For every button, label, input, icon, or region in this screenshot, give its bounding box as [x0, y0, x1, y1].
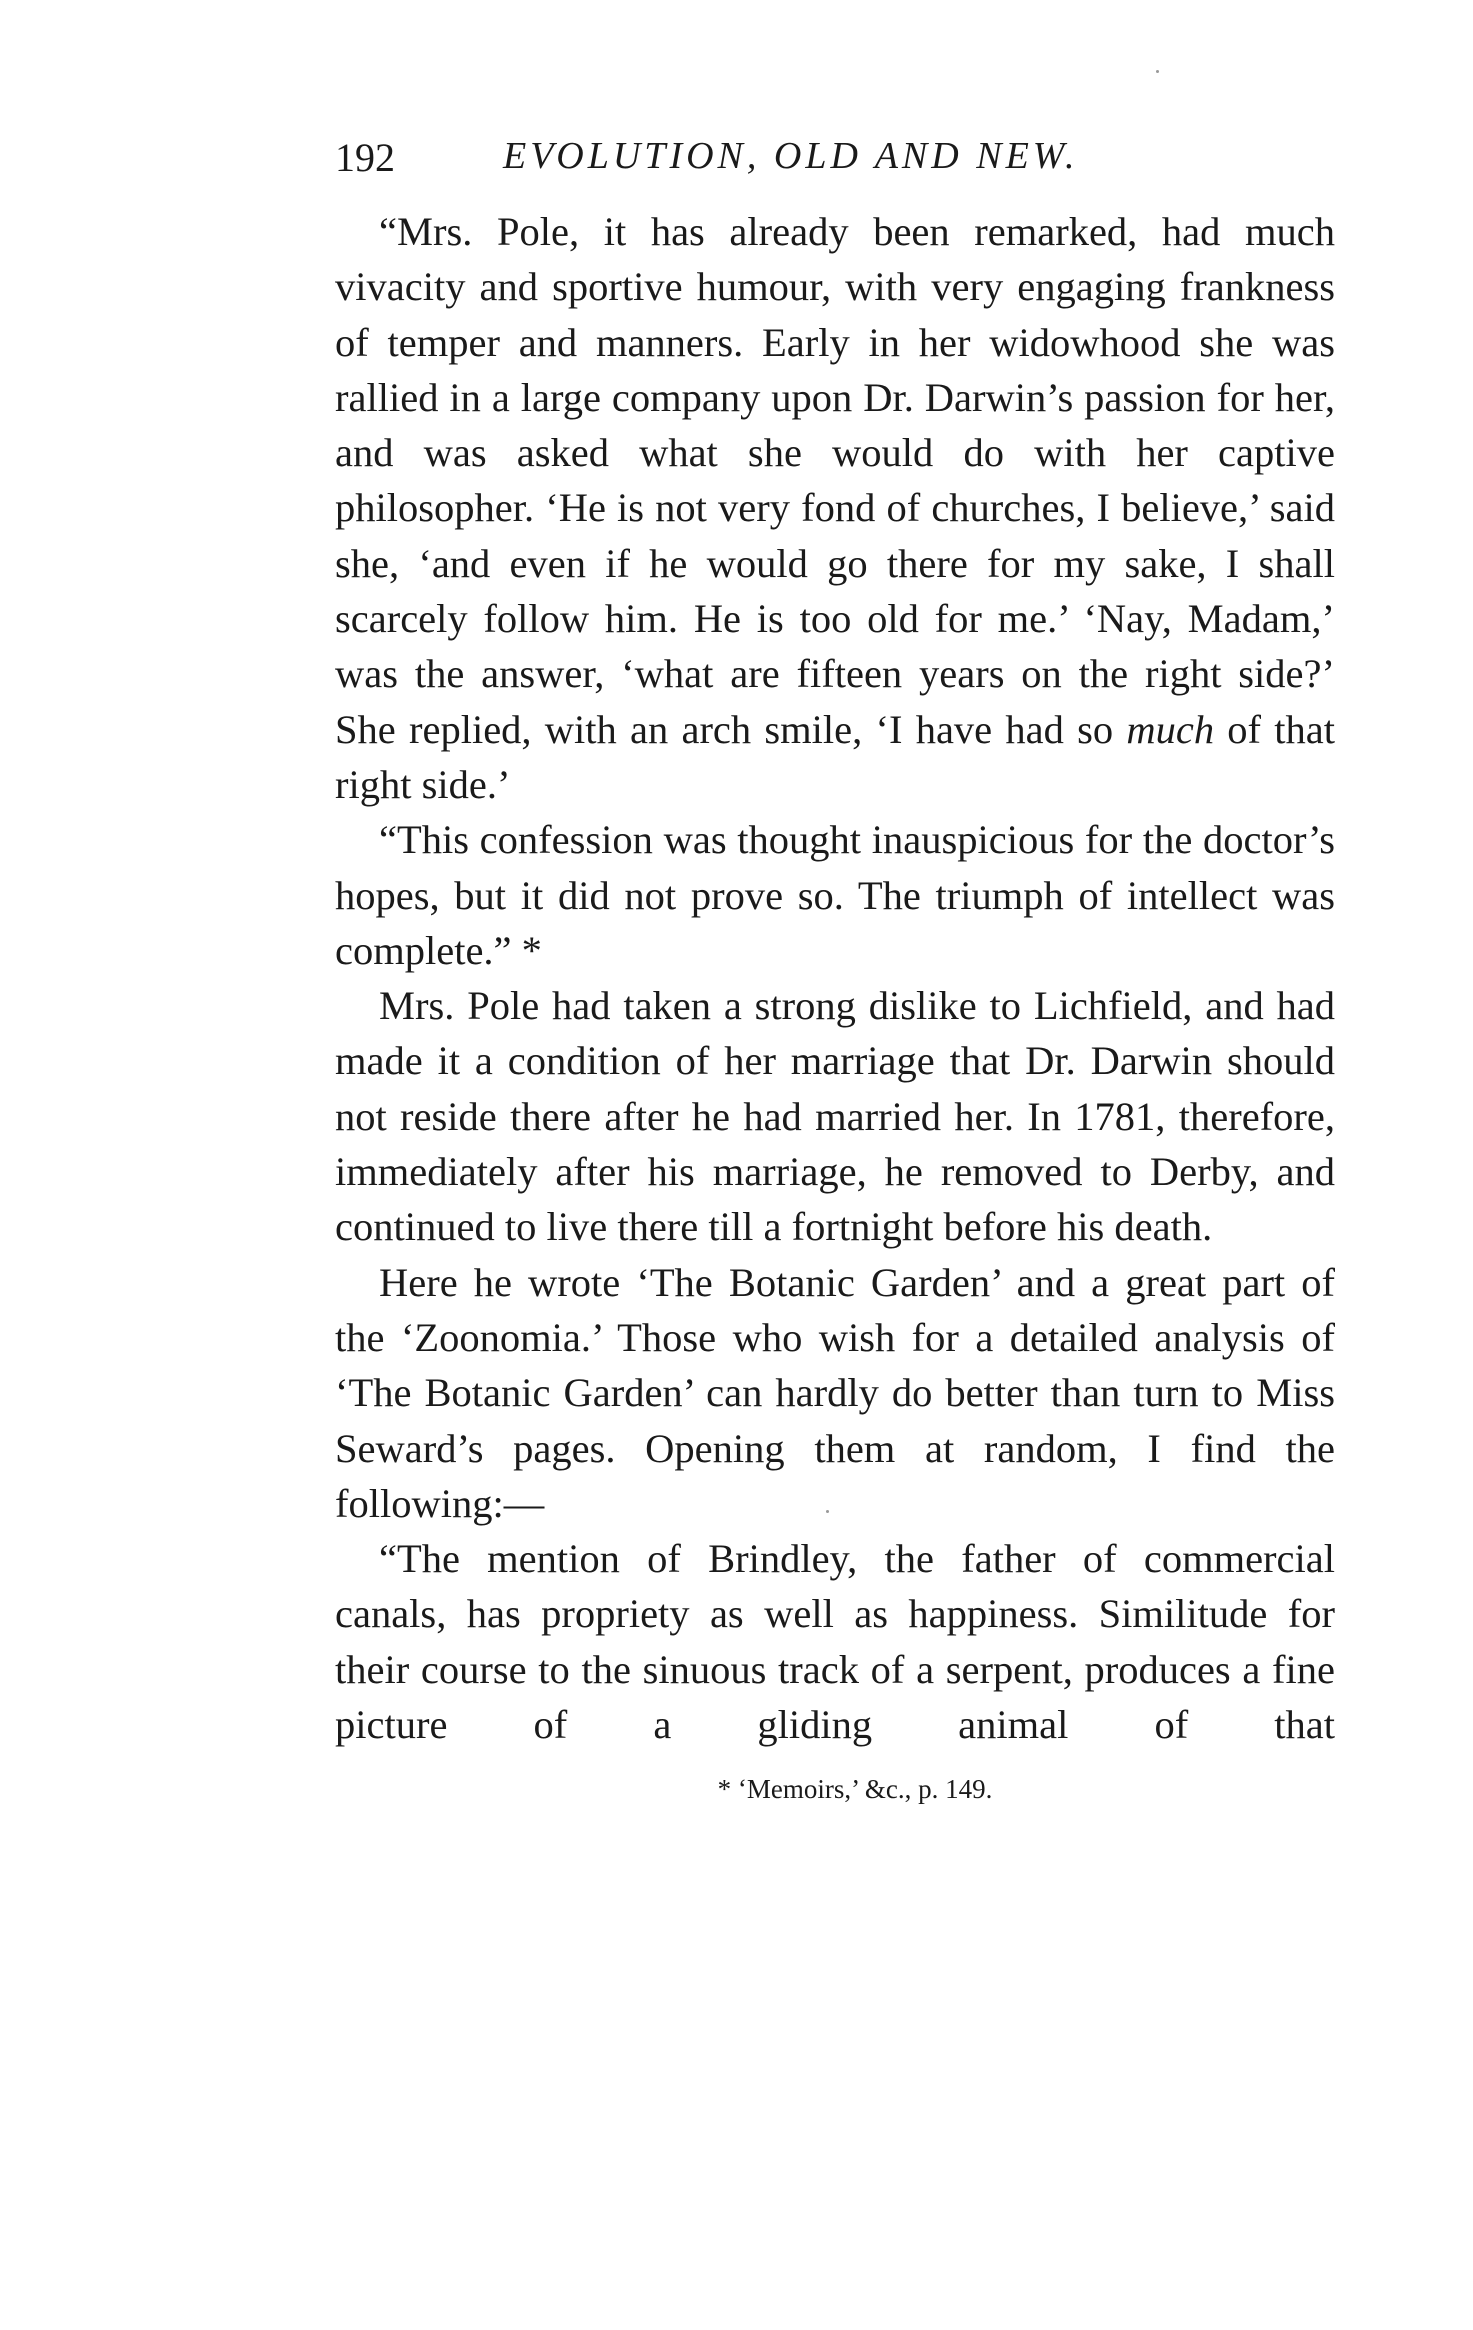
paragraph-lichfield: Mrs. Pole had taken a strong dislike to Lichfield, and had made it a condition of her marriage that Dr. Darwin should not reside there after he had married her. In 1781, therefore, immediately after his marriage, he removed to Derby, and continued to live there till a fortnight before his death.	[335, 983, 1335, 1250]
paragraph-brindley-quote: “The mention of Brindley, the father of commercial canals, has propriety as well as happiness. Similitude for their course to the sinuous track of a serpent, produces a fine picture of a gliding animal of that	[335, 1536, 1335, 1748]
body-text	[335, 204, 1335, 1752]
page-number: 192	[335, 135, 395, 180]
paragraph-botanic-garden: Here he wrote ‘The Botanic Garden’ and a great part of the ‘Zoonomia.’ Those who wish for a detailed analysis of ‘The Botanic Garden’ can hardly do better than turn to Miss Seward’s pages. Opening them at random, I find the following:—	[335, 1259, 1335, 1526]
footnote: * ‘Memoirs,’ &c., p. 149.	[717, 1774, 993, 1805]
scan-speck	[1156, 70, 1159, 73]
paragraph-mrs-pole-quote	[335, 204, 1335, 812]
paragraph-text: of that right side.’	[335, 706, 1336, 807]
running-head	[335, 122, 1335, 182]
running-title: EVOLUTION, OLD AND NEW.	[503, 135, 1079, 177]
paragraph-text: “Mrs. Pole, it has already been remarked, had much vivacity and sportive humour, with very engaging frankness of temper and manners. Early in her widowhood she was rallied in a large company upon Dr. Darwin’s passion for her, and was asked what she would do with her captive philosopher. ‘He is not very fond of churches, I believe,’ said she, ‘and even if he would go there for my sake, I shall scarcely follow him. He is too old for me.’ ‘Nay, Madam,’ was the answer, ‘what are fifteen years on the right side?’ She replied, with an arch smile, ‘I have had so	[335, 209, 1335, 752]
book-page	[335, 122, 1335, 1805]
italic-emphasis: much	[1126, 706, 1215, 752]
paragraph-confession: “This confession was thought inauspicious for the doctor’s hopes, but it did not prove so. The triumph of intellect was complete.” *	[335, 817, 1335, 973]
